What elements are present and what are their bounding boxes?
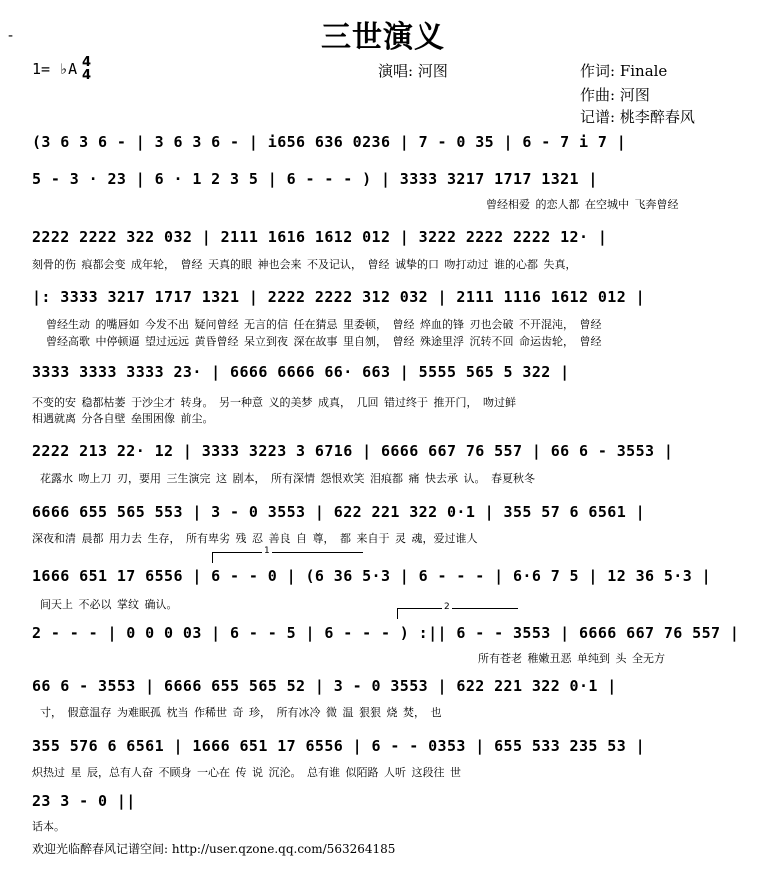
page-title: 三世演义 — [321, 20, 445, 55]
footer-text: 欢迎光临醉春风记谱空间: http://user.qzone.qq.com/563264185 — [32, 842, 396, 856]
score-line-10: 66 6 - 3553 | 6666 655 565 52 | 3 - 0 3553 | 622 221 322 0·1 | — [32, 677, 617, 695]
lyric-line-10: 寸， 假意温存 为难眠孤 枕当 作稀世 奇 珍， 所有冰冷 微 温 狠狠 烧 焚， 也 — [40, 706, 442, 719]
time-signature-bottom: 4 — [82, 68, 92, 83]
score-line-12: 23 3 - 0 || — [32, 792, 136, 810]
lyric-line-6: 花露水 吻上刀 刃，要用 三生演完 这 剧本， 所有深情 怨恨欢笑 泪痕都 痛 快去承 认。 春夏秋冬 — [40, 472, 535, 485]
lyric-line-4a: 曾经生动 的嘴唇如 今发不出 疑问曾经 无言的信 任在猜忌 里委顿， 曾经 焠血的锋 刃也会破 不开混沌， 曾经 — [46, 318, 602, 331]
lyric-line-2: 曾经相爱 的恋人都 在空城中 飞奔曾经 — [486, 198, 679, 211]
lyric-line-3: 刻骨的伤 痕都会变 成年轮， 曾经 天真的眼 神也会来 不及记认， 曾经 诚挚的口 吻打动过 谁的心都 失真， — [32, 258, 577, 271]
composer-credit: 作曲: 河图 — [580, 86, 650, 104]
key-signature: 1= ♭A — [32, 60, 78, 78]
transcriber-credit: 记谱: 桃李醉春风 — [580, 108, 695, 126]
lyric-line-8: 间天上 不必以 掌纹 确认。 — [40, 598, 178, 611]
singer-credit: 演唱: 河图 — [378, 62, 448, 80]
score-line-6: 2222 213 22· 12 | 3333 3223 3 6716 | 6666 667 76 557 | 66 6 - 3553 | — [32, 442, 674, 460]
volta-2-bracket — [397, 608, 518, 619]
score-line-11: 355 576 6 6561 | 1666 651 17 6556 | 6 - - 0353 | 655 533 235 53 | — [32, 737, 645, 755]
lyric-line-11: 炽热过 星 辰，总有人奋 不顾身 一心在 传 说 沉沦。 总有谁 似陌路 人听 这段往 世 — [32, 766, 461, 779]
lyric-line-9: 所有苍老 稚嫩丑恶 单纯到 头 全无方 — [478, 652, 665, 665]
time-signature-top: 4 — [82, 55, 92, 70]
score-line-1: (3 6 3 6 - | 3 6 3 6 - | i656 636 0236 | 7 - 0 35 | 6 - 7 i 7 | — [32, 133, 627, 151]
score-line-8: 1666 651 17 6556 | 6 - - 0 | (6 36 5·3 | 6 - - - | 6·6 7 5 | 12 36 5·3 | — [32, 567, 712, 585]
lyric-line-7: 深夜和清 晨都 用力去 生存， 所有卑劣 残 忍 善良 自 尊， 都 来自于 灵 魂，爱过谁人 — [32, 532, 478, 545]
lyric-line-4b: 曾经高歌 中停顿逼 望过远远 黄昏曾经 呆立到夜 深在故事 里自刎， 曾经 殊途里浮 沉转不回 命运齿轮， 曾经 — [46, 335, 602, 348]
score-line-7: 6666 655 565 553 | 3 - 0 3553 | 622 221 322 0·1 | 355 57 6 6561 | — [32, 503, 645, 521]
lyric-line-5a: 不变的安 稳都枯萎 于沙尘才 转身。 另一种意 义的美梦 成真， 几回 错过终于 推开门， 吻过鲜 — [32, 396, 516, 409]
score-line-9: 2 - - - | 0 0 0 03 | 6 - - 5 | 6 - - - ) :|| 6 - - 3553 | 6666 667 76 557 | — [32, 624, 740, 642]
top-mark: - — [8, 28, 14, 44]
volta-1-number: 1 — [264, 546, 270, 556]
score-line-3: 2222 2222 322 032 | 2111 1616 1612 012 | 3222 2222 2222 12· | — [32, 228, 608, 246]
time-signature — [82, 56, 91, 82]
lyricist-credit: 作词: Finale — [580, 62, 668, 80]
lyric-line-12: 话本。 — [32, 820, 65, 833]
lyric-line-5b: 相遇就离 分各自壁 垒围困像 前尘。 — [32, 412, 214, 425]
volta-1-bracket — [212, 552, 363, 563]
volta-2-number: 2 — [444, 602, 450, 612]
score-line-2: 5 - 3 · 23 | 6 · 1 2 3 5 | 6 - - - ) | 3333 3217 1717 1321 | — [32, 170, 598, 188]
score-line-5: 3333 3333 3333 23· | 6666 6666 66· 663 | 5555 565 5 322 | — [32, 363, 570, 381]
score-line-4: |: 3333 3217 1717 1321 | 2222 2222 312 032 | 2111 1116 1612 012 | — [32, 288, 645, 306]
